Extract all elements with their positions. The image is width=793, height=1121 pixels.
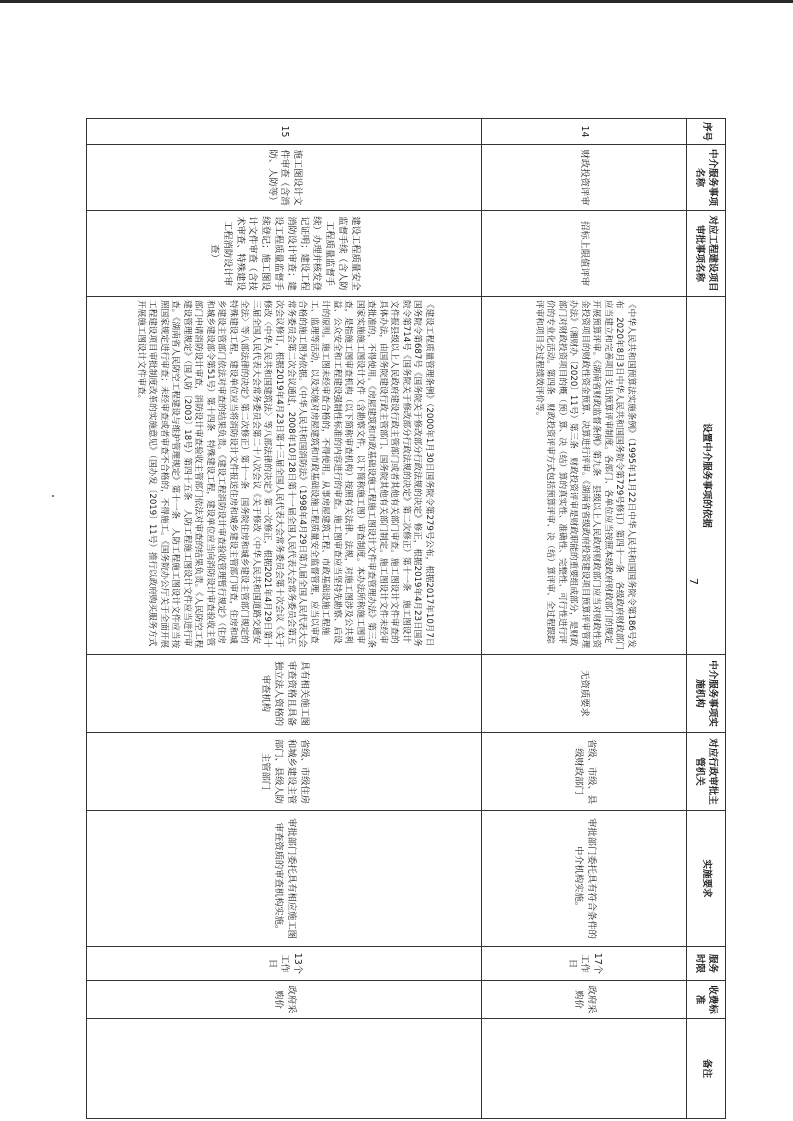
table-header-row — [687, 119, 726, 1119]
row-service-name: 财政投资评审 — [482, 145, 687, 211]
header-approval-item: 对应工程建设项目审批事项名称 — [687, 211, 726, 297]
page-number: 7 — [687, 578, 700, 585]
intermediary-services-table — [86, 118, 726, 1119]
row-agency: 无资质要求 — [482, 655, 687, 733]
header-agency: 中介服务事项实施机构 — [687, 655, 726, 733]
header-no: 序号 — [687, 119, 726, 145]
row-approval-item: 招标上限值评审 — [482, 211, 687, 297]
header-remark: 备注 — [687, 1019, 726, 1119]
row-no: 14 — [482, 119, 687, 145]
row-remark — [87, 1019, 482, 1119]
row-authority: 省级、市级住房和城乡建设主管部门、县级人防主管部门 — [87, 733, 482, 811]
scan-speck — [52, 495, 54, 497]
row-fee: 政府采购价 — [87, 981, 482, 1019]
header-authority: 对应行政审批主管机关 — [687, 733, 726, 811]
rotated-table-stage — [86, 118, 793, 1078]
row-no: 15 — [87, 119, 482, 145]
row-basis — [87, 297, 482, 655]
header-requirement: 实施要求 — [687, 811, 726, 947]
table-row — [482, 119, 687, 1119]
row-authority: 省级、市级、县级财政部门 — [482, 733, 687, 811]
basis-paragraph: 《建设工程质量管理条例》（2000年1月30日国务院令第279号公布，根据2017年10月7日国务院令第687号《国务院关于修改部分行政法规的决定》修正，根据2019年4月23日国务院令第714号《国务院关于修改部分行政法规的决定》第二次修正）第十一条 施工图设计文件报县级以上人民政府建设行政主管部门或者其他有关部门审查。施工图设计文件审查的具体办法，由国务院建设行政主管部门、国务院其他有关部门制定。施工图设计文件未经审查批准的，不得使用。《房屋建筑和市政基础设施工程施工图设计文件审查管理办法》第三条 国家实施施工图设计文件（含勘察文件，以下简称施工图）审查制度。本办法所称施工图审查，是指施工图审查机构（以下简称审查机构）按照有关法律、法规，对施工图涉及公共利益、公众安全和工程建设强制性标准的内容进行的审查。施工图审查应当坚持先勘察、后设计的原则。施工图未经审查合格的，不得使用。从事房屋建筑工程、市政基础设施工程施工、监理等活动，以及实施对房屋建筑和市政基础设施工程质量安全监督管理，应当以审查合格的施工图为依据。《中华人民共和国消防法》（1998年4月29日第九届全国人民代表大会常务委员会第二次会议通过，2008年10月28日第十一届全国人民代表大会常务委员会第五次会议修订，根据2019年4月23日第十三届全国人民代表大会常务委员会第十次会议《关于修改〈中华人民共和国建筑法〉等八部法律的决定》第一次修正，根据2021年4月29日第十三届全国人民代表大会常务委员会第二十八次会议《关于修改〈中华人民共和国道路交通安全法〉等八部法律的决定》第二次修正）第十一条 国务院住房和城乡建设主管部门规定的特殊建设工程，建设单位应当将消防设计文件报送住房和城乡建设主管部门审查，住房和城乡建设主管部门依法对审查的结果负责。《建设工程消防设计审查验收管理暂行规定》（住房和城乡建设部令第51号）第十四条 特殊建设工程，建设单位应当向消防设计审查验收主管部门申请消防设计审查，消防设计审查验收主管部门依法对审查的结果负责。《人民防空工程建设管理规定》（国人防〔2003〕18号）第四十五条 人防工程施工图设计文件应当进行审查。《湖南省人民防空工程建设与维护管理规定》第十一条 人防工程施工图设计文件应当按照国家规定进行审查；未经审查或者审查不合格的，不得施工。《国务院办公厅关于全面开展工程建设项目审批制度改革的实施意见》（国办发〔2019〕11号）推行以政府购买服务方式开展施工图设计文件审查。 — [135, 300, 434, 657]
row-service-name: 施工图设计文件审查（含消防、人防等） — [87, 145, 482, 211]
header-service-name: 中介服务事项名称 — [687, 145, 726, 211]
table-row — [87, 119, 482, 1119]
header-fee: 收费标准 — [687, 981, 726, 1019]
row-fee: 政府采购价 — [482, 981, 687, 1019]
row-basis — [482, 297, 687, 655]
top-edge-bar — [0, 0, 793, 3]
header-basis: 设置中介服务事项的依据 — [687, 297, 726, 655]
row-time-limit: 17个工作日 — [482, 947, 687, 981]
basis-paragraph: 《中华人民共和国预算法实施条例》（1995年11月22日中华人民共和国国务院令第186号发布 2020年8月3日中华人民共和国国务院令第729号修订）第四十一条 各级政府财政部门应当建立和完善项目支出预算评审制度。各部门、各单位应当按照本级政府财政部门的规定开展预算评审。《湖南省财政监督条例》第九条 县级以上人民政府财政部门应当对财政性资金投资项目的财政性资金预算、决算进行评审。《湖南省省级政府投资建设项目预算评审管理办法》（湘财办〔2020〕11号）第三条 财政投资评审是财政职能的重要组成部分，是财政部门对财政投资项目的概（预）算、决（结）算的真实性、准确性、完整性、可行性进行评价的专业化活动。第四条 财政投资评审方式包括预算评审、决（结）算评审、全过程跟踪评审和项目全过程绩效评价等。 — [533, 300, 636, 650]
header-time-limit: 服务时限 — [687, 947, 726, 981]
rotated-table-wrapper — [86, 118, 726, 1118]
row-time-limit: 13个工作日 — [87, 947, 482, 981]
row-requirement: 审批部门委托具有相应施工图审查资质的审查机构实施。 — [87, 811, 482, 947]
row-requirement: 审批部门委托具有符合条件的中介机构实施。 — [482, 811, 687, 947]
row-approval-item: 建设工程质量安全监督手续（含人防工程质量监督手续）办理并核发登记证明；建设工程消防设计审查；建设工程质量监督手续登记；施工图设计文件审查（含技术审查、特殊建设工程消防设计审查） — [87, 211, 482, 297]
row-remark — [482, 1019, 687, 1119]
row-agency: 具有相关施工图审查资格且具备独立法人资格的审查机构 — [87, 655, 482, 733]
